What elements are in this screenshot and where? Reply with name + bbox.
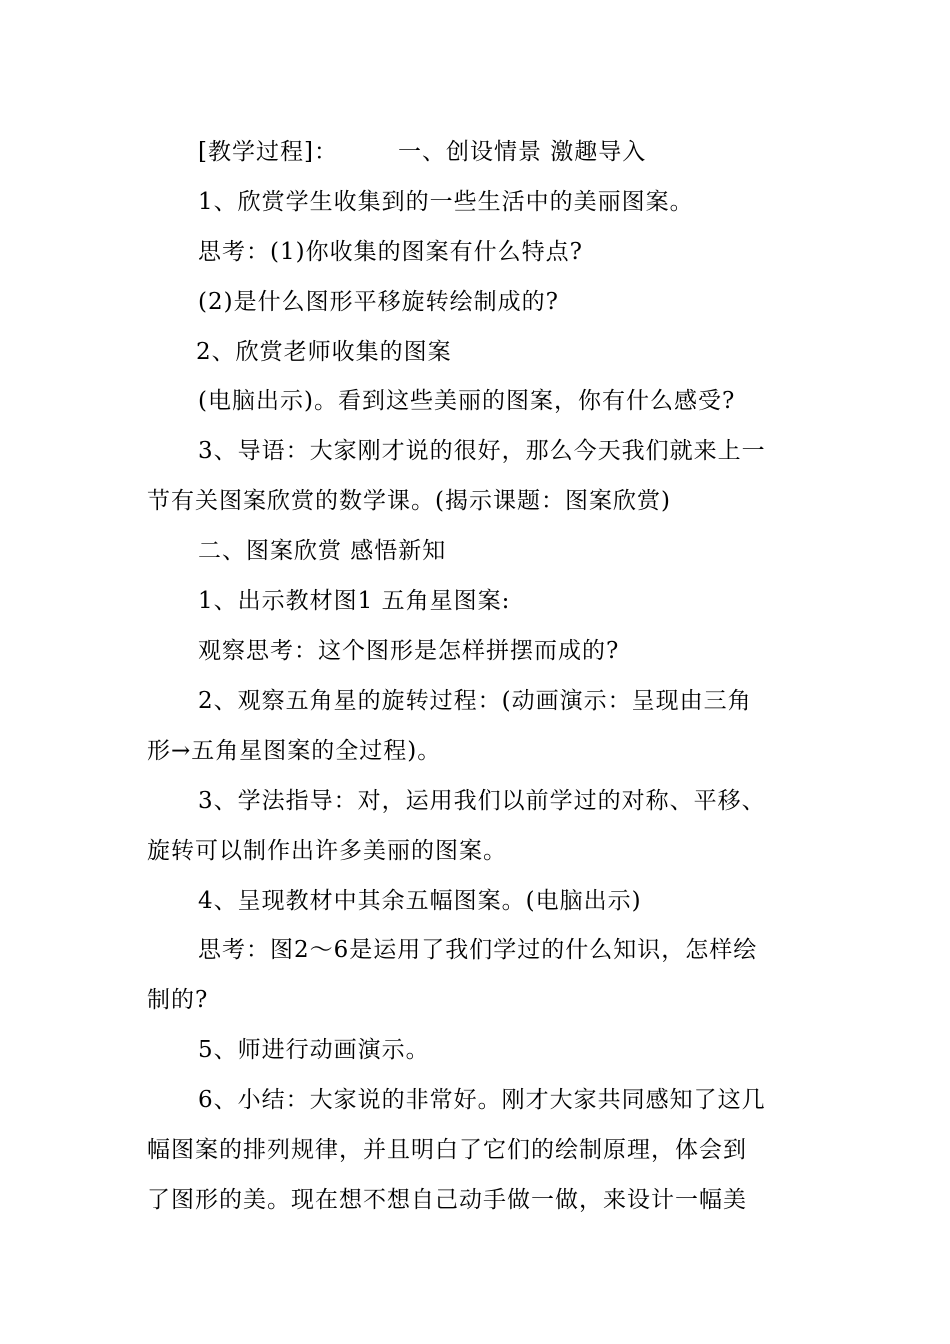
paragraph-line: 节有关图案欣赏的数学课。(揭示课题：图案欣赏) — [147, 488, 671, 514]
paragraph-line: 思考：(1)你收集的图案有什么特点? — [198, 239, 583, 265]
paragraph-line: 制的? — [147, 987, 209, 1013]
paragraph-line: 观察思考：这个图形是怎样拼摆而成的? — [198, 638, 620, 664]
paragraph-line: 3、导语：大家刚才说的很好，那么今天我们就来上一 — [198, 438, 766, 464]
paragraph-line: (2)是什么图形平移旋转绘制成的? — [198, 289, 559, 315]
paragraph-line: 2、观察五角星的旋转过程：(动画演示：呈现由三角 — [198, 688, 752, 714]
paragraph-line: 旋转可以制作出许多美丽的图案。 — [147, 838, 507, 864]
paragraph-line: 2、欣赏老师收集的图案 — [196, 339, 452, 365]
paragraph-line: 1、出示教材图1 五角星图案: — [198, 588, 511, 614]
paragraph-line: 4、呈现教材中其余五幅图案。(电脑出示) — [198, 888, 642, 914]
paragraph-line: 6、小结：大家说的非常好。刚才大家共同感知了这几 — [198, 1087, 766, 1113]
paragraph-line: 了图形的美。现在想不想自己动手做一做，来设计一幅美 — [147, 1187, 747, 1213]
process-heading — [198, 137, 646, 167]
paragraph-line: 5、师进行动画演示。 — [198, 1037, 430, 1063]
paragraph-line: 3、学法指导：对，运用我们以前学过的对称、平移、 — [198, 788, 766, 814]
paragraph-line: 形→五角星图案的全过程)。 — [147, 738, 442, 764]
paragraph-line: 幅图案的排列规律，并且明白了它们的绘制原理，体会到 — [147, 1137, 747, 1163]
paragraph-line: (电脑出示)。看到这些美丽的图案，你有什么感受? — [198, 388, 736, 414]
paragraph-line: 思考：图2～6是运用了我们学过的什么知识，怎样绘 — [198, 937, 758, 963]
process-label: [教学过程]： — [198, 139, 338, 165]
paragraph-line: 1、欣赏学生收集到的一些生活中的美丽图案。 — [198, 189, 694, 215]
section-two-title: 二、图案欣赏 感悟新知 — [198, 538, 447, 564]
section-one-title: 一、创设情景 激趣导入 — [397, 139, 647, 165]
